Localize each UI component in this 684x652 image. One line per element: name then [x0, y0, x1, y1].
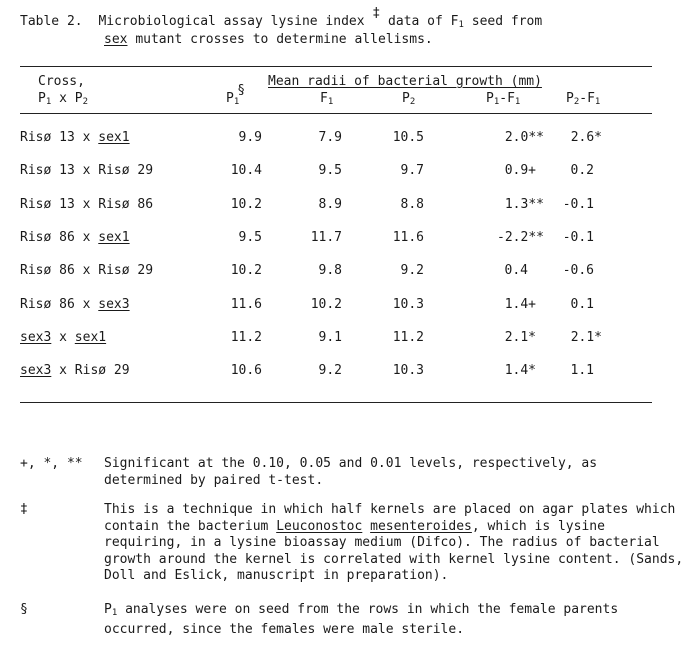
row-value: 9.1: [318, 329, 342, 345]
col-header-p2: $P_2$: [402, 91, 416, 107]
row-cross: Risø 86 x sex3: [20, 296, 130, 312]
row-value: 0.2: [570, 163, 594, 179]
row-cross: Risø 86 x sex1: [20, 229, 130, 245]
p1-x-p2-header: $P_1$ x $P_2$: [38, 91, 88, 107]
row-value: 10.4: [230, 163, 262, 179]
row-value: 0.9+: [504, 163, 536, 179]
row-value: 2.1*: [504, 329, 536, 345]
row-value: 11.6: [230, 296, 262, 312]
row-value: 2.1*: [570, 329, 602, 345]
table-title-text: Microbiological assay lysine index: [98, 14, 365, 29]
top-rule: [20, 66, 652, 67]
row-cross: Risø 13 x Risø 29: [20, 163, 154, 179]
species-name: mesenteroides: [370, 518, 472, 534]
section-mark: §: [237, 83, 246, 98]
genus-name: Leuconostoc: [276, 518, 363, 534]
row-value: 11.2: [230, 329, 262, 345]
row-value: 9.5: [238, 229, 262, 245]
row-value: 10.6: [230, 363, 262, 379]
row-value: 11.6: [392, 229, 424, 245]
row-value: 10.3: [392, 363, 424, 379]
col-header-p1-f1: $P_1-F_1$: [486, 91, 521, 107]
row-value: 1.4+: [504, 296, 536, 312]
sex-term: sex: [104, 32, 128, 47]
row-value: 2.6*: [570, 130, 602, 145]
row-value: 9.8: [318, 263, 342, 279]
footnote-section-text: $P_1$ analyses were on seed from the rows in which the female parents occurred, since the females were male sterile.: [104, 602, 619, 637]
row-value: 2.0**: [504, 130, 544, 145]
footnote-sig-text: Significant at the 0.10, 0.05 and 0.01 levels, respectively, as determined by paired t-test.: [104, 456, 598, 488]
footnote-section-symbol: §: [20, 602, 28, 617]
row-value: -0.1: [562, 229, 594, 245]
row-value: 7.9: [318, 130, 342, 145]
row-value: 9.5: [318, 163, 342, 179]
col-header-p2-f1: $P_2-F_1$: [566, 91, 601, 107]
header-rule: [20, 113, 652, 114]
row-value: 9.9: [238, 130, 262, 145]
table-title-line1: Table 2. Microbiological assay lysine index ‡ data of $F_1$ seed from: [20, 6, 543, 30]
row-value: 8.9: [318, 196, 342, 212]
footnote-sig-symbol: +, *, **: [20, 456, 83, 471]
row-value: 0.1: [570, 296, 594, 312]
row-value: 10.2: [230, 196, 262, 212]
row-cross: sex3 x Risø 29: [20, 363, 130, 379]
row-value: 9.2: [318, 363, 342, 379]
cross-header: Cross,: [38, 74, 85, 89]
row-value: -0.1: [562, 196, 594, 212]
row-value: 1.3**: [504, 196, 544, 212]
row-value: 10.3: [392, 296, 424, 312]
row-cross: sex3 x sex1: [20, 329, 107, 345]
table-title-line2: sex mutant crosses to determine allelisms.: [104, 32, 433, 47]
row-cross: Risø 86 x Risø 29: [20, 263, 154, 279]
row-value: 9.7: [400, 163, 424, 179]
row-value: 1.1: [570, 363, 594, 379]
row-value: 10.2: [310, 296, 342, 312]
row-value: 11.2: [392, 329, 424, 345]
row-value: 11.7: [310, 229, 342, 245]
col-header-p1: $P_1\S$: [226, 83, 246, 107]
row-value: 10.5: [392, 130, 424, 145]
row-value: 1.4*: [504, 363, 536, 379]
bottom-rule: [20, 402, 652, 403]
row-value: 8.8: [400, 196, 424, 212]
col-header-f1: $F_1$: [320, 91, 334, 107]
double-dagger-mark: ‡: [372, 6, 381, 21]
footnote-dagger-text: This is a technique in which half kernels are placed on agar plates which contain the bacterium Leuconostoc mesenteroides, which is lysine requiring, in a lysine bioassay medium (Difco). The radius of bacterial growth around the kernel is correlated with kernel lysine content. (Sands, Doll and Eslick, manuscript in preparation).: [104, 502, 684, 583]
row-value: 9.2: [400, 263, 424, 279]
row-value: 0.4: [504, 263, 528, 279]
mean-radii-header: Mean radii of bacterial growth (mm): [268, 74, 542, 89]
row-cross: Risø 13 x Risø 86: [20, 196, 154, 212]
row-value: -0.6: [562, 263, 594, 279]
row-value: -2.2**: [497, 229, 544, 245]
table-label: Table 2.: [20, 14, 83, 29]
row-value: 10.2: [230, 263, 262, 279]
row-cross: Risø 13 x sex1: [20, 130, 130, 145]
footnote-dagger-symbol: ‡: [20, 502, 28, 517]
